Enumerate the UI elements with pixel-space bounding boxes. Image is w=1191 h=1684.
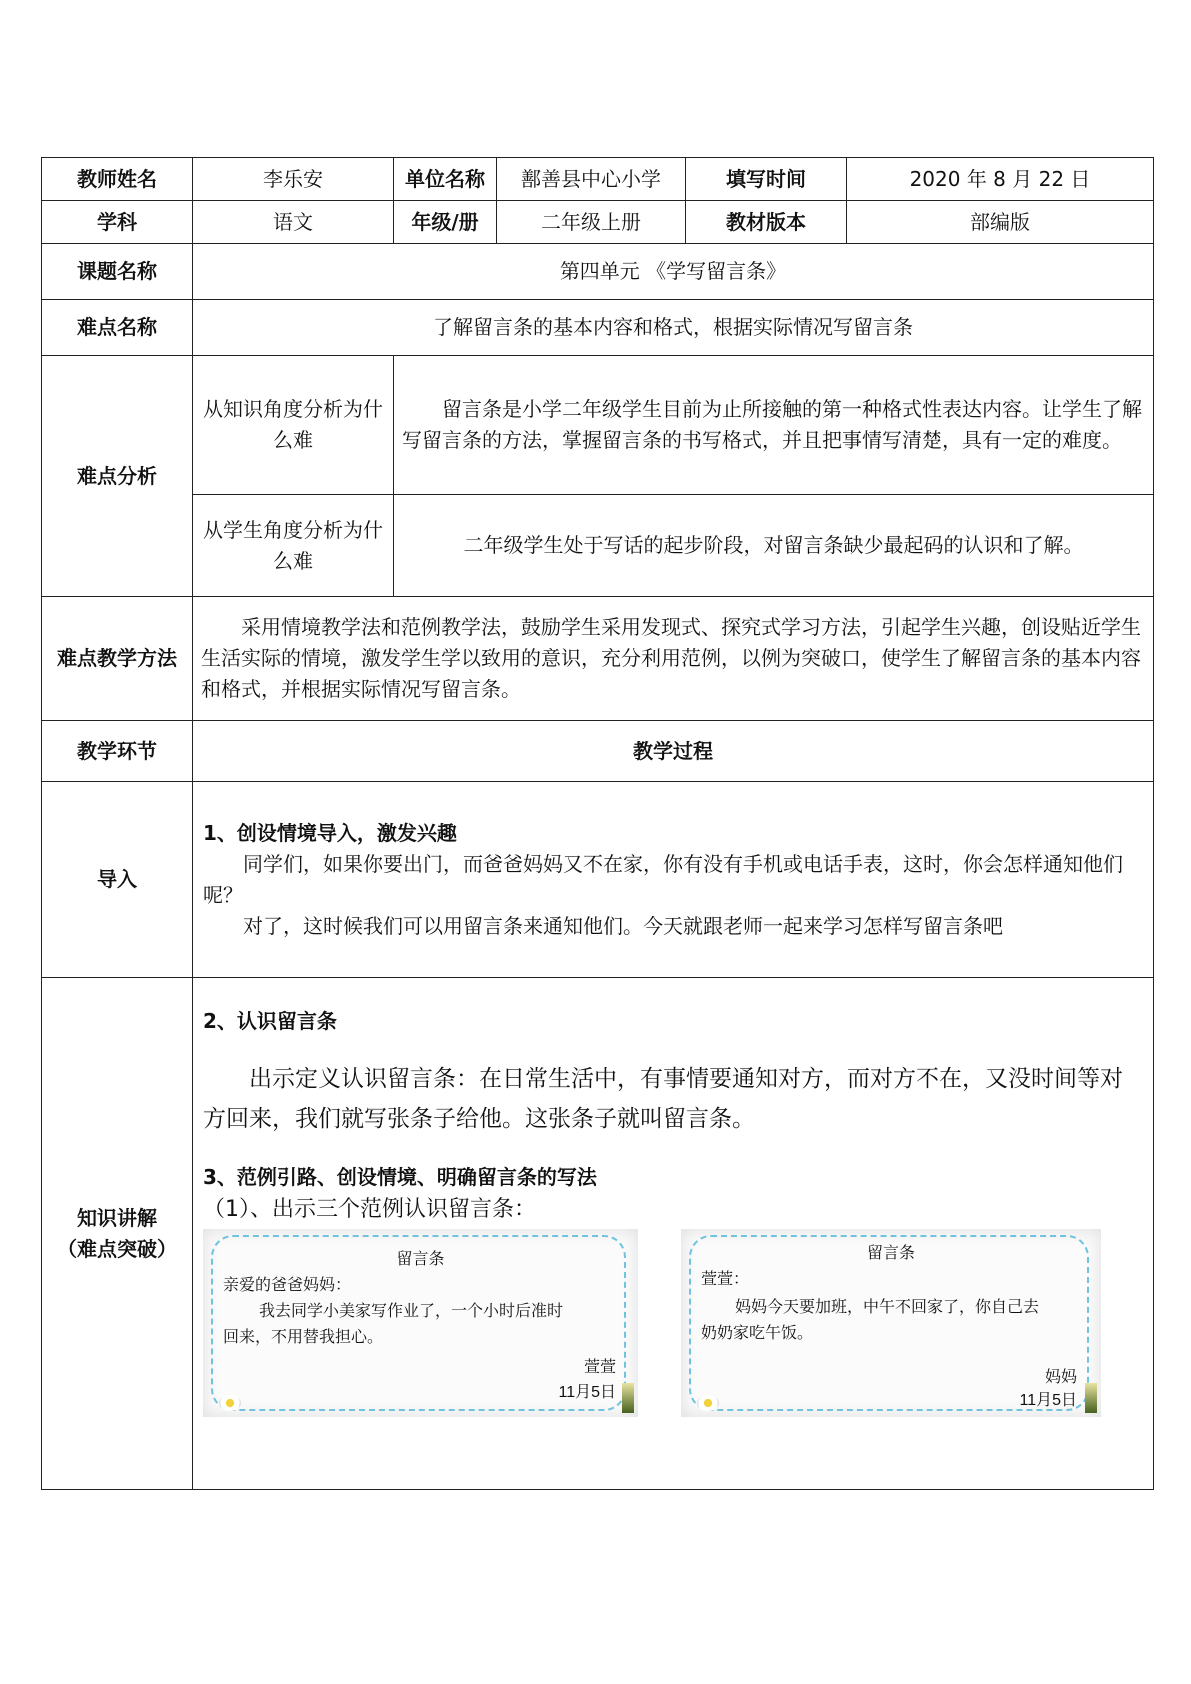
grade: 二年级上册 [497,201,686,244]
unit-label: 单位名称 [394,158,497,201]
corner-decoration [622,1383,634,1413]
note-card-1 [203,1229,638,1417]
note-greeting: 亲爱的爸爸妈妈： [223,1274,352,1294]
intro-paragraph-1: 同学们，如果你要出门，而爸爸妈妈又不在家，你有没有手机或电话手表，这时，你会怎样通知他们呢？ [203,852,1123,907]
knowledge-label-line2: （难点突破） [57,1236,177,1261]
note-title: 留言条 [866,1242,915,1262]
note-signer: 萱萱 [583,1356,616,1376]
knowledge-angle-label: 从知识角度分析为什么难 [193,356,394,495]
difficulty-label: 难点名称 [42,300,193,356]
section-3-heading: 3、范例引路、创设情境、明确留言条的写法 [203,1164,597,1189]
method-text: 采用情境教学法和范例教学法，鼓励学生采用发现式、探究式学习方法，引起学生兴趣，创设贴近学生生活实际的情境，激发学生学以致用的意识，充分利用范例，以例为突破口，使学生了解留言条的基本内容和格式，并根据实际情况写留言条。 [201,615,1141,701]
edition-label: 教材版本 [686,201,847,244]
time-label: 填写时间 [686,158,847,201]
subject-label: 学科 [42,201,193,244]
knowledge-label-line1: 知识讲解 [77,1205,157,1230]
process-header-label: 教学环节 [42,721,193,782]
analysis-label: 难点分析 [42,356,193,597]
example-notes [203,1229,1143,1429]
flower-icon [697,1395,719,1411]
definition-text: 出示定义认识留言条：在日常生活中，有事情要通知对方，而对方不在，又没时间等对方回来，我们就写张条子给他。这张条子就叫留言条。 [203,1066,1123,1133]
note-body-line: 妈妈今天要加班，中午不回家了，你自己去 [735,1296,1040,1316]
section-2-heading: 2、认识留言条 [203,1009,337,1033]
grade-label: 年级/册 [394,201,497,244]
corner-decoration [1085,1383,1097,1413]
unit-name: 鄯善县中心小学 [497,158,686,201]
lesson-plan-table [41,157,1154,1490]
method-cell [193,597,1154,721]
intro-heading: 1、创设情境导入，激发兴趣 [203,821,457,845]
edition: 部编版 [847,201,1154,244]
note-title: 留言条 [396,1248,445,1268]
method-label: 难点教学方法 [42,597,193,721]
note-date: 11月5日 [1019,1391,1077,1409]
flower-icon [219,1395,241,1411]
example-intro: （1）、出示三个范例认识留言条： [203,1196,536,1222]
intro-label: 导入 [42,782,193,978]
student-angle-label: 从学生角度分析为什么难 [193,495,394,597]
intro-paragraph-2: 对了，这时候我们可以用留言条来通知他们。今天就跟老师一起来学习怎样写留言条吧 [243,914,1003,938]
knowledge-cell [193,978,1154,1490]
knowledge-angle-text: 留言条是小学二年级学生目前为止所接触的第一种格式性表达内容。让学生了解写留言条的方法，掌握留言条的书写格式，并且把事情写清楚，具有一定的难度。 [402,397,1142,452]
note-body-line: 回来，不用替我担心。 [223,1326,384,1346]
intro-cell [193,782,1154,978]
note-card-2 [681,1229,1101,1417]
teacher-name: 李乐安 [193,158,394,201]
note-body-line: 奶奶家吃午饭。 [701,1322,814,1342]
process-header-value: 教学过程 [193,721,1154,782]
topic-value: 第四单元 《学写留言条》 [193,244,1154,300]
difficulty-value: 了解留言条的基本内容和格式，根据实际情况写留言条 [193,300,1154,356]
note-date: 11月5日 [558,1383,616,1401]
note-signer: 妈妈 [1044,1366,1077,1386]
teacher-label: 教师姓名 [42,158,193,201]
knowledge-angle-cell [394,356,1154,495]
knowledge-label [42,978,193,1490]
note-greeting: 萱萱： [701,1268,750,1288]
fill-time: 2020 年 8 月 22 日 [847,158,1154,201]
note-body-line: 我去同学小美家写作业了，一个小时后准时 [259,1300,564,1320]
subject: 语文 [193,201,394,244]
student-angle-text: 二年级学生处于写话的起步阶段，对留言条缺少最起码的认识和了解。 [394,495,1154,597]
topic-label: 课题名称 [42,244,193,300]
